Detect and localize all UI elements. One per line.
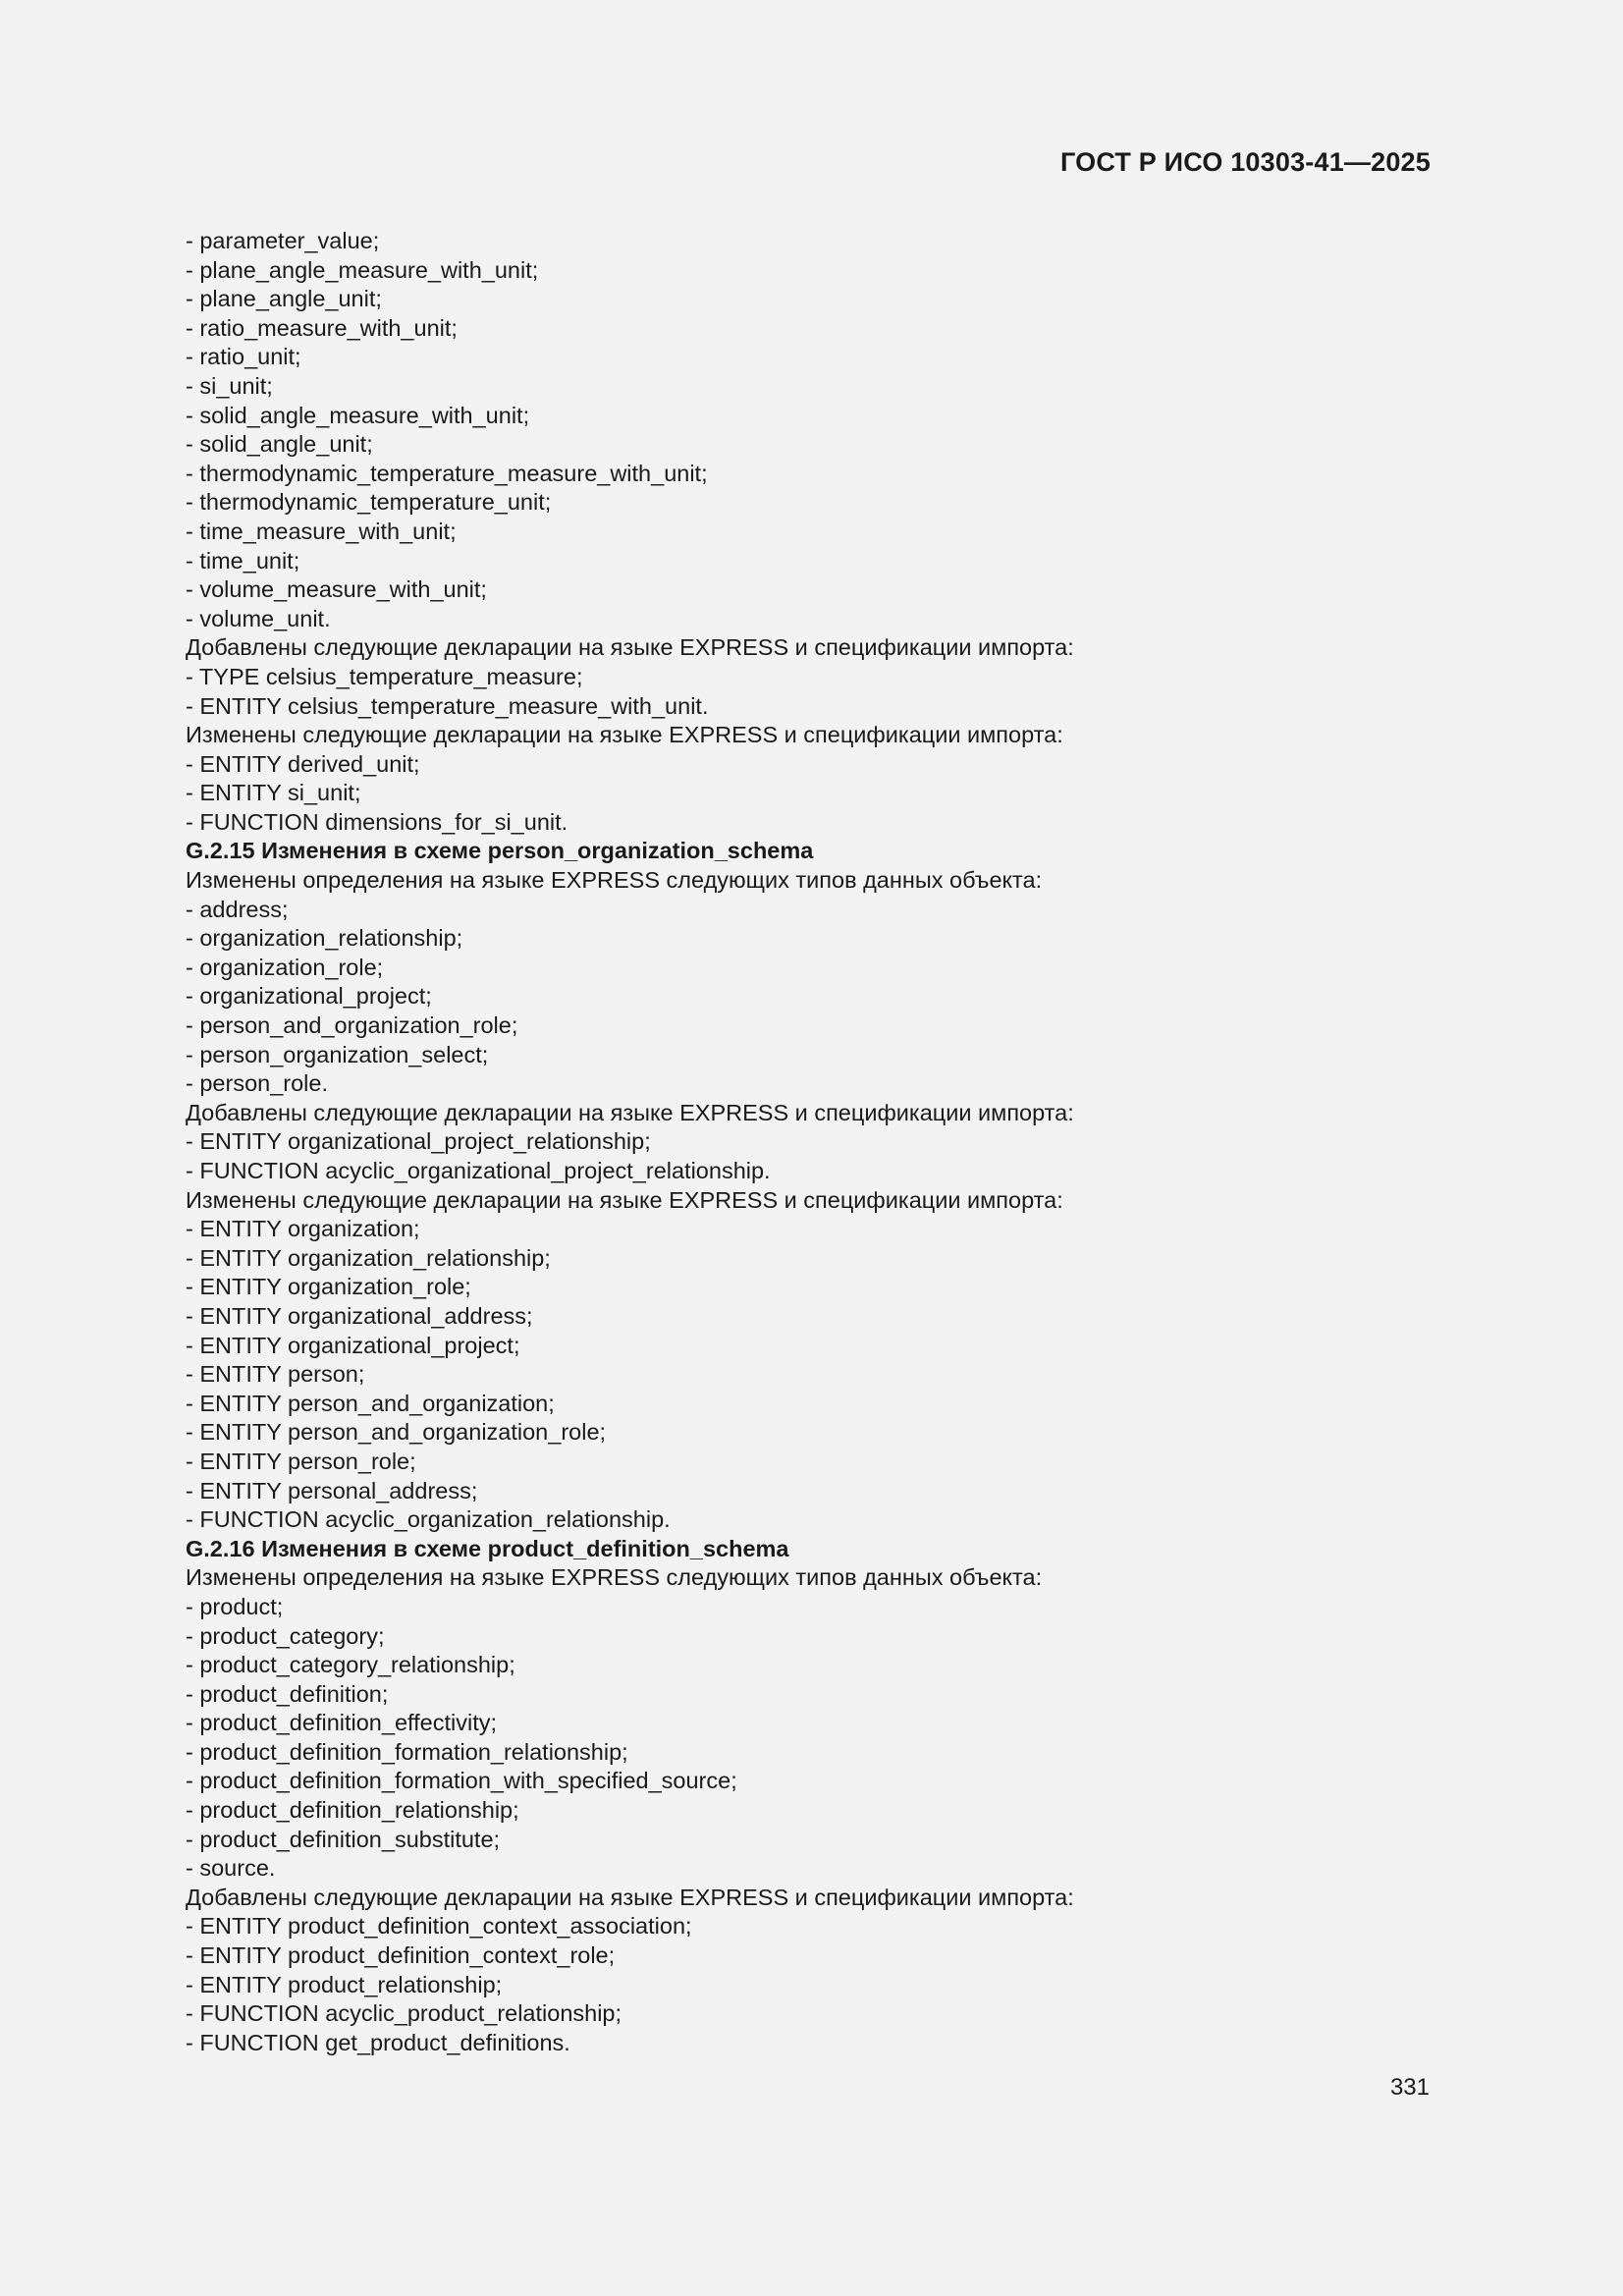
text-line: - ENTITY derived_unit; [186,750,420,777]
text-line: - ENTITY organization_role; [186,1274,471,1300]
text-line: Изменены следующие декларации на языке EXPRESS и спецификации импорта: [186,1186,1063,1213]
text-line: Изменены определения на языке EXPRESS следующих типов данных объекта: [186,1564,1043,1591]
text-line: - ENTITY celsius_temperature_measure_with_unit. [186,692,709,719]
text-line: - time_measure_with_unit; [186,518,457,544]
text-line: - product_definition_effectivity; [186,1710,497,1736]
text-line: - ENTITY organization_relationship; [186,1244,551,1271]
text-line: - ENTITY organizational_project; [186,1332,520,1358]
text-line: - ENTITY person_role; [186,1448,416,1474]
text-line: - ENTITY person_and_organization; [186,1390,555,1416]
text-line: - volume_measure_with_unit; [186,576,487,603]
text-line: - product_category_relationship; [186,1652,515,1678]
text-line: - parameter_value; [186,228,380,253]
text-line: - ENTITY si_unit; [186,780,361,806]
text-line: - plane_angle_unit; [186,286,382,312]
text-line: - ratio_unit; [186,344,301,370]
text-line: - ENTITY product_relationship; [186,1971,503,1997]
text-line: - time_unit; [186,547,300,574]
text-line: - thermodynamic_temperature_measure_with_unit; [186,460,708,486]
text-line: - ENTITY product_definition_context_association; [186,1913,692,1940]
page-number: 331 [1389,2074,1430,2101]
text-line: - ENTITY person; [186,1361,365,1388]
text-line: - person_role. [186,1070,328,1097]
text-line: - product_definition; [186,1680,389,1707]
text-line: - organizational_project; [186,983,432,1010]
text-line: - thermodynamic_temperature_unit; [186,489,552,516]
text-line: - product_definition_formation_with_specified_source; [186,1768,737,1794]
text-line: - FUNCTION acyclic_organization_relationship. [186,1506,671,1533]
text-line: - solid_angle_unit; [186,431,373,458]
text-line: - ENTITY organizational_address; [186,1302,533,1329]
text-line: - solid_angle_measure_with_unit; [186,402,530,428]
text-line: - organization_role; [186,954,384,980]
text-line: - volume_unit. [186,605,331,631]
text-line: - product_category; [186,1622,385,1649]
text-line: Добавлены следующие декларации на языке EXPRESS и спецификации импорта: [186,1884,1074,1910]
text-line: - organization_relationship; [186,925,463,952]
text-line: - address; [186,896,289,922]
text-line: - source. [186,1855,276,1882]
text-line: Добавлены следующие декларации на языке EXPRESS и спецификации импорта: [186,1099,1074,1125]
text-line: - ENTITY person_and_organization_role; [186,1419,607,1446]
text-line: - person_organization_select; [186,1041,489,1067]
text-line: - product_definition_formation_relationship; [186,1738,628,1765]
text-line: - ENTITY organization; [186,1216,420,1242]
text-line: - FUNCTION acyclic_product_relationship; [186,2000,622,2027]
text-line: Добавлены следующие декларации на языке EXPRESS и спецификации импорта: [186,634,1074,661]
text-line: - plane_angle_measure_with_unit; [186,256,539,283]
text-line: - ENTITY organizational_project_relationship; [186,1128,651,1155]
section-heading: G.2.16 Изменения в схеме product_definition_schema [186,1535,789,1561]
document-header: ГОСТ Р ИСО 10303-41—2025 [1060,147,1431,177]
text-line: - FUNCTION get_product_definitions. [186,2029,570,2055]
text-line: - product_definition_relationship; [186,1797,519,1824]
text-line: Изменены следующие декларации на языке EXPRESS и спецификации импорта: [186,722,1063,748]
text-line: - product_definition_substitute; [186,1826,501,1852]
text-line: - ENTITY personal_address; [186,1477,478,1503]
text-line: - FUNCTION acyclic_organizational_project_relationship. [186,1158,771,1183]
text-line: - FUNCTION dimensions_for_si_unit. [186,808,568,835]
text-line: Изменены определения на языке EXPRESS следующих типов данных объекта: [186,867,1043,894]
text-line: - TYPE celsius_temperature_measure; [186,663,583,689]
text-line: - product; [186,1593,284,1619]
text-line: - ENTITY product_definition_context_role; [186,1942,616,1969]
document-body [186,227,1433,2057]
text-line: - ratio_measure_with_unit; [186,314,458,341]
section-heading: G.2.15 Изменения в схеме person_organization_schema [186,838,814,864]
text-line: - person_and_organization_role; [186,1012,518,1039]
text-line: - si_unit; [186,372,273,399]
